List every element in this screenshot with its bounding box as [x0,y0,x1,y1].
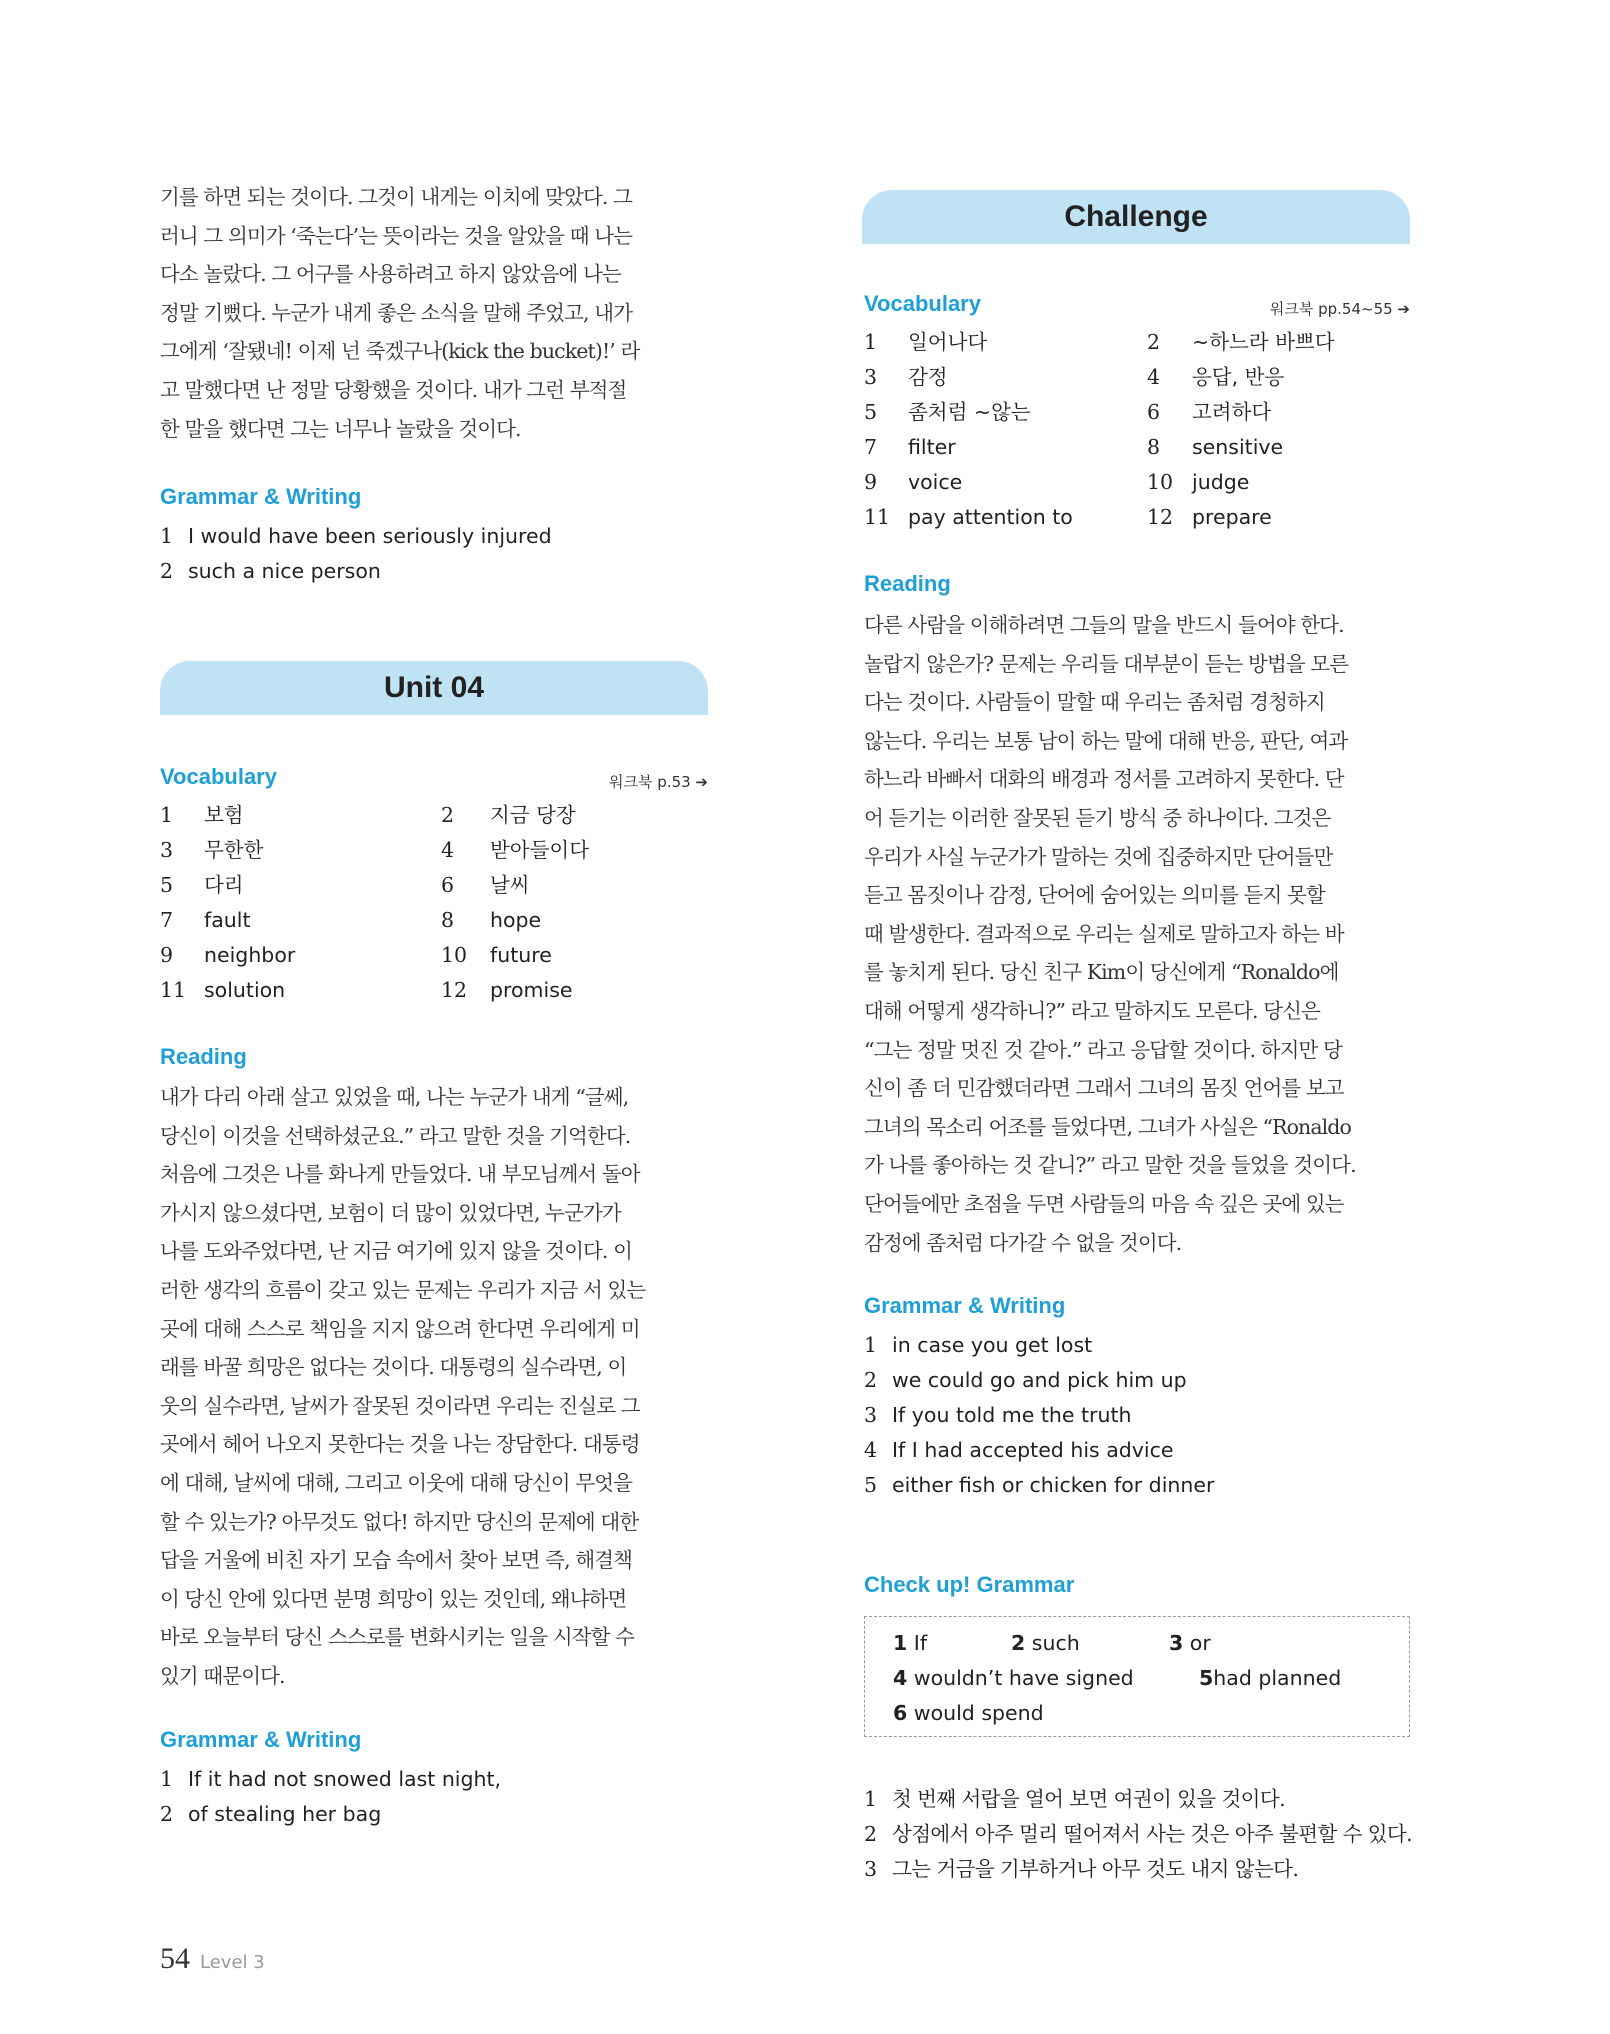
reading-paragraph [864,606,1410,1262]
vocab-row: 3 감정 4 응답, 반응 [864,365,1285,389]
vocab-row: 9 neighbor 10 future [160,943,552,967]
reading-line: 가 나를 좋아하는 것 같니?” 라고 말한 것을 들었을 것이다. [864,1153,1356,1178]
reading-title: Reading [160,1044,247,1069]
answer-item: 4 wouldn’t have signed [893,1666,1134,1690]
intro-line: 한 말을 했다면 그는 너무나 놀랐을 것이다. [160,416,521,441]
reading-line: 바로 오늘부터 당신 스스로를 변화시키는 일을 시작할 수 [160,1625,635,1650]
intro-line: 정말 기뻤다. 누군가 내게 좋은 소식을 말해 주었고, 내가 [160,300,633,325]
grammar-writing-list [160,1762,501,1832]
reading-line: 대해 어떻게 생각하니?” 라고 말하지도 모른다. 당신은 [864,998,1320,1023]
intro-line: 다소 놀랐다. 그 어구를 사용하려고 하지 않았음에 나는 [160,262,621,287]
answer-box [864,1616,1410,1737]
reading-line: 답을 거울에 비친 자기 모습 속에서 찾아 보면 즉, 해결책 [160,1548,633,1573]
reading-line: 웃의 실수라면, 날씨가 잘못된 것이라면 우리는 진실로 그 [160,1393,640,1418]
level-label: Level 3 [200,1952,265,1973]
answer-item: 2 such [1011,1631,1080,1655]
intro-line: 그에게 ‘잘됐네! 이제 넌 죽겠구나(kick the bucket)!’ 라 [160,339,640,364]
reading-line: 때 발생한다. 결과적으로 우리는 실제로 말하고자 하는 바 [864,921,1344,946]
list-item: 5 either fish or chicken for dinner [864,1473,1215,1497]
vocab-row: 5 좀처럼 ~않는 6 고려하다 [864,400,1272,424]
intro-line: 기를 하면 되는 것이다. 그것이 내게는 이치에 맞았다. 그 [160,185,633,209]
reading-line: 듣고 몸짓이나 감정, 단어에 숨어있는 의미를 듣지 못할 [864,883,1325,908]
translation-list [864,1782,1412,1887]
reading-line: 어 듣기는 이러한 잘못된 듣기 방식 중 하나이다. 그것은 [864,805,1331,830]
answer-item: 1 If [893,1631,928,1655]
reading-line: 감정에 좀처럼 다가갈 수 없을 것이다. [864,1230,1182,1255]
answer-item: 3 or [1169,1631,1211,1655]
vocabulary-list [864,325,1410,535]
reading-line: 에 대해, 날씨에 대해, 그리고 이웃에 대해 당신이 무엇을 [160,1470,633,1495]
reading-line: 곳에서 헤어 나오지 못한다는 것을 나는 장담한다. 대통령 [160,1432,640,1457]
intro-line: 러니 그 의미가 ‘죽는다’는 뜻이라는 것을 알았을 때 나는 [160,223,633,248]
reading-line: 내가 다리 아래 살고 있었을 때, 나는 누군가 내게 “글쎄, [160,1085,629,1109]
workbook-reference: 워크북 pp.54~55 ➔ [1269,300,1410,318]
answer-item: 6 would spend [893,1701,1044,1725]
reading-line: 그녀의 목소리 어조를 들었다면, 그녀가 사실은 “Ronaldo [864,1114,1351,1139]
list-item: 4 If I had accepted his advice [864,1438,1174,1462]
unit-banner: Unit 04 [160,661,708,715]
reading-line: “그는 정말 멋진 것 같아.” 라고 응답할 것이다. 하지만 당 [864,1037,1342,1062]
reading-line: 놀랍지 않은가? 문제는 우리들 대부분이 듣는 방법을 모른 [864,651,1349,676]
vocab-row: 11 pay attention to 12 prepare [864,505,1272,529]
challenge-banner: Challenge [862,190,1410,244]
reading-line: 신이 좀 더 민감했더라면 그래서 그녀의 몸짓 언어를 보고 [864,1076,1344,1101]
vocabulary-list [160,798,708,1008]
list-item: 2 상점에서 아주 멀리 떨어져서 사는 것은 아주 불편할 수 있다. [864,1822,1413,1846]
grammar-writing-list [864,1328,1214,1503]
list-item: 2 such a nice person [160,559,381,583]
reading-line: 처음에 그것은 나를 화나게 만들었다. 내 부모님께서 돌아 [160,1162,640,1187]
reading-line: 단어들에만 초점을 두면 사람들의 마음 속 깊은 곳에 있는 [864,1191,1344,1216]
reading-line: 래를 바꿀 희망은 없다는 것이다. 대통령의 실수라면, 이 [160,1355,627,1380]
reading-line: 나를 도와주었다면, 난 지금 여기에 있지 않을 것이다. 이 [160,1239,633,1264]
reading-line: 다른 사람을 이해하려면 그들의 말을 반드시 들어야 한다. [864,613,1344,637]
grammar-writing-list [160,519,552,589]
vocabulary-title: Vocabulary [160,764,277,789]
reading-line: 하느라 바빠서 대화의 배경과 정서를 고려하지 못한다. 단 [864,767,1344,792]
reading-line: 러한 생각의 흐름이 갖고 있는 문제는 우리가 지금 서 있는 [160,1277,646,1302]
intro-line: 고 말했다면 난 정말 당황했을 것이다. 내가 그런 부적절 [160,377,627,402]
intro-paragraph [160,178,708,448]
vocab-row: 7 filter 8 sensitive [864,435,1284,459]
workbook-reference: 워크북 p.53 ➔ [609,773,708,791]
vocabulary-title: Vocabulary [864,291,981,316]
checkup-grammar-title: Check up! Grammar [864,1572,1075,1597]
vocab-row: 7 fault 8 hope [160,908,542,932]
reading-line: 를 놓치게 된다. 당신 친구 Kim이 당신에게 “Ronaldo에 [864,960,1339,985]
grammar-writing-title: Grammar & Writing [864,1293,1066,1318]
vocab-row: 3 무한한 4 받아들이다 [160,838,590,862]
reading-line: 다는 것이다. 사람들이 말할 때 우리는 좀처럼 경청하지 [864,690,1325,715]
list-item: 2 of stealing her bag [160,1802,382,1826]
reading-line: 당신이 이것을 선택하셨군요.” 라고 말한 것을 기억한다. [160,1123,631,1148]
list-item: 3 If you told me the truth [864,1403,1132,1427]
reading-line: 있기 때문이다. [160,1663,285,1688]
reading-line: 할 수 있는가? 아무것도 없다! 하지만 당신의 문제에 대한 [160,1509,639,1534]
reading-line: 곳에 대해 스스로 책임을 지지 않으려 한다면 우리에게 미 [160,1316,640,1341]
grammar-writing-title: Grammar & Writing [160,1727,362,1752]
answer-item: 5had planned [1199,1666,1342,1690]
vocab-row: 5 다리 6 날씨 [160,873,530,897]
reading-line: 우리가 사실 누군가가 말하는 것에 집중하지만 단어들만 [864,844,1333,869]
reading-line: 않는다. 우리는 보통 남이 하는 말에 대해 반응, 판단, 여과 [864,728,1348,753]
list-item: 3 그는 거금을 기부하거나 아무 것도 내지 않는다. [864,1857,1299,1881]
grammar-writing-title: Grammar & Writing [160,484,362,509]
vocab-row: 11 solution 12 promise [160,978,573,1002]
vocab-row: 1 일어나다 2 ~하느라 바쁘다 [864,330,1335,354]
reading-line: 가시지 않으셨다면, 보험이 더 많이 있었다면, 누군가가 [160,1200,621,1225]
list-item: 1 I would have been seriously injured [160,524,552,548]
reading-paragraph [160,1078,708,1696]
list-item: 2 we could go and pick him up [864,1368,1187,1392]
reading-title: Reading [864,571,951,596]
vocab-row: 1 보험 2 지금 당장 [160,803,576,827]
vocab-row: 9 voice 10 judge [864,470,1250,494]
page-footer [160,1942,265,1976]
page-number: 54 [160,1942,190,1975]
reading-line: 이 당신 안에 있다면 분명 희망이 있는 것인데, 왜냐하면 [160,1586,627,1611]
list-item: 1 첫 번째 서랍을 열어 보면 여권이 있을 것이다. [864,1787,1285,1811]
list-item: 1 in case you get lost [864,1333,1093,1357]
list-item: 1 If it had not snowed last night, [160,1767,502,1791]
